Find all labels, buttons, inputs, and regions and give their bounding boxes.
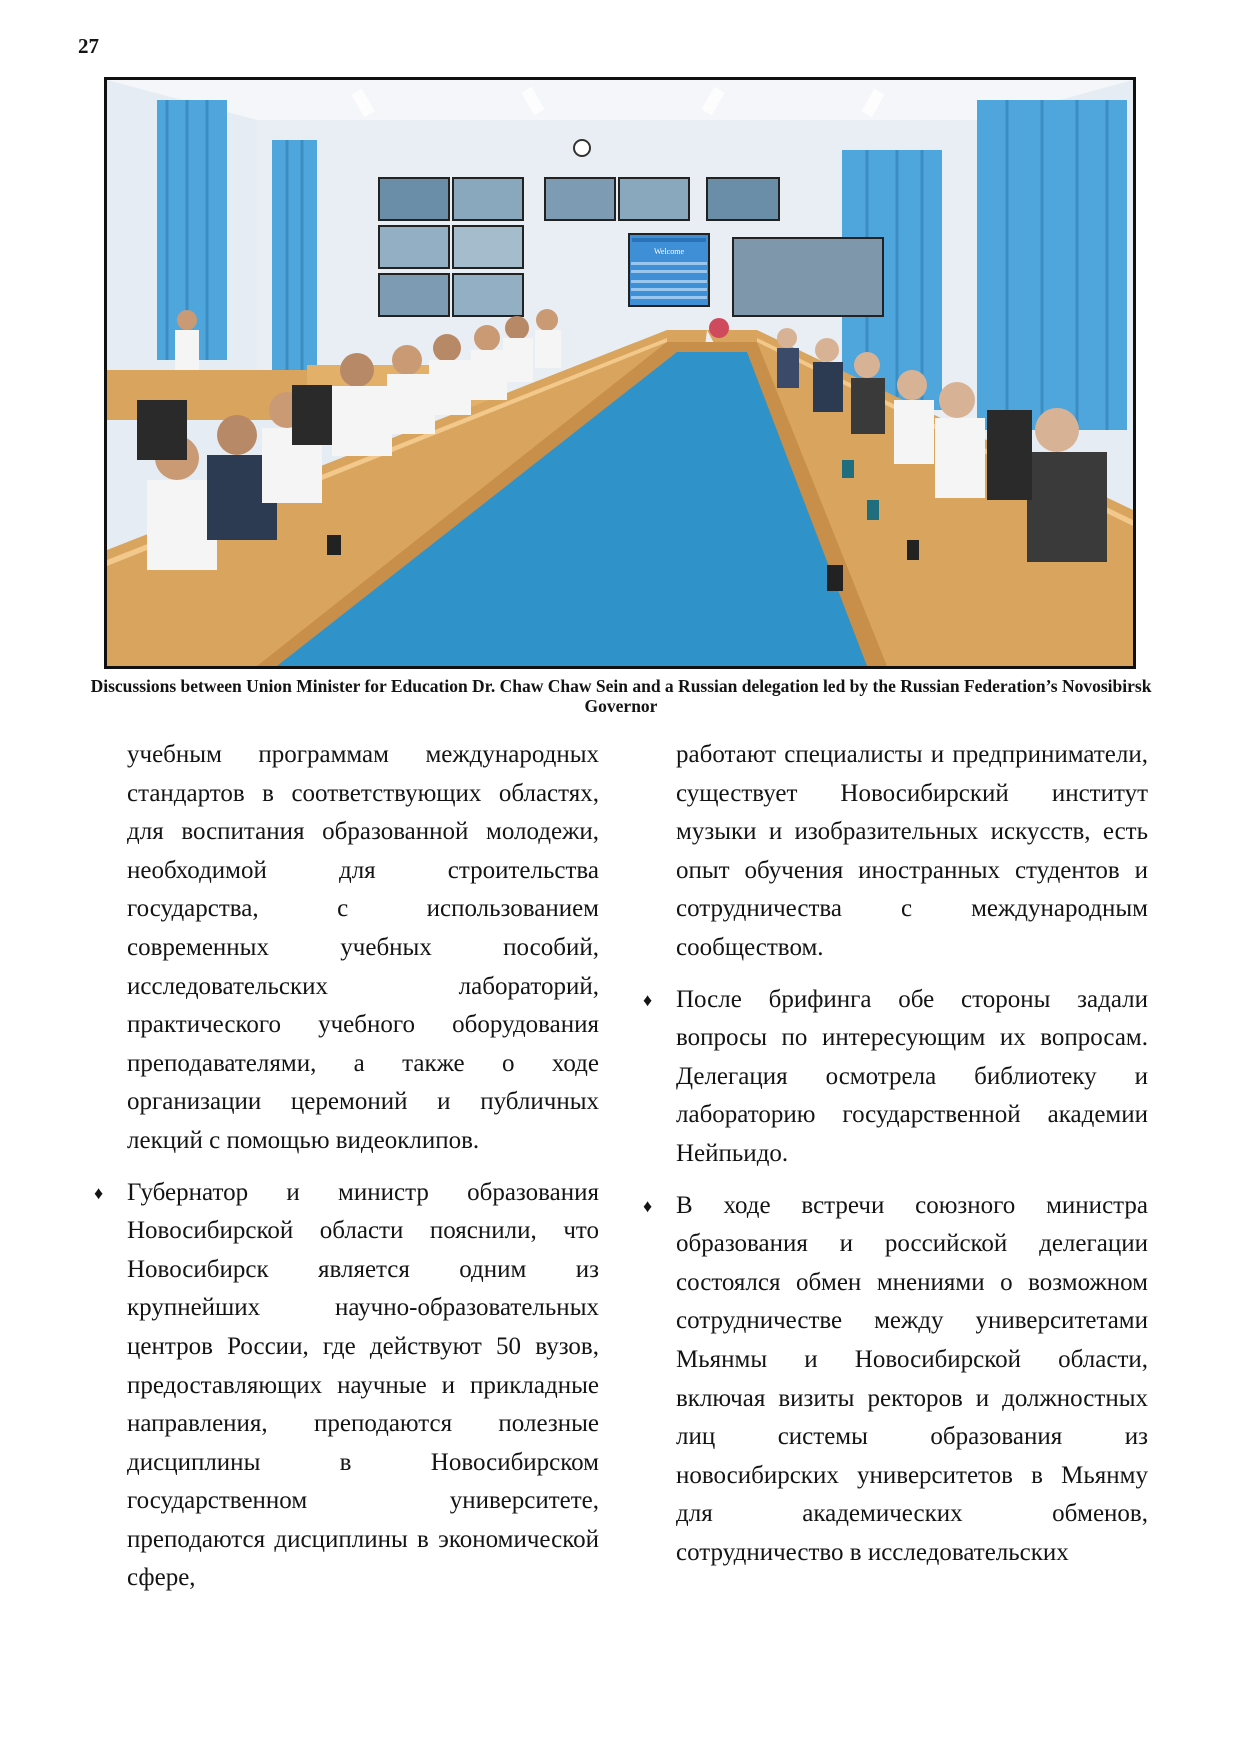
paragraph-text: В ходе встречи союзного министра образования и российской делегации состоялся обмен мнениями о возможном сотрудничестве между университетами Мьянмы и Новосибирской области, включая визиты ректоров и должностных лиц системы образования из новосибирских университетов в Мьянму для академических обменов, сотрудничество в исследовательских — [676, 1191, 1148, 1566]
meeting-photo — [104, 77, 1136, 669]
page-number: 27 — [78, 34, 99, 58]
bullet-paragraph — [643, 1187, 1148, 1573]
paragraph-text: После брифинга обе стороны задали вопросы по интересующим их вопросам. Делегация осмотрела библиотеку и лабораторию государственной академии Нейпьидо. — [676, 985, 1148, 1167]
bullet-paragraph — [94, 1174, 599, 1599]
paragraph-text: Губернатор и министр образования Новосибирской области пояснили, что Новосибирск является одним из крупнейших научно-образовательных центров России, где действуют 50 вузов, предоставляющих научные и прикладные направления, преподаются полезные дисциплины в Новосибирском государственном университете, преподаются дисциплины в экономической сфере, — [127, 1178, 599, 1592]
diamond-bullet-icon: ♦ — [94, 1182, 104, 1203]
paragraph — [127, 736, 599, 1161]
meeting-room-illustration — [107, 80, 1133, 666]
text-column-right — [643, 736, 1148, 1585]
text-column-left — [94, 736, 599, 1611]
diamond-bullet-icon: ♦ — [643, 989, 653, 1010]
bullet-paragraph — [643, 981, 1148, 1174]
paragraph-text: работают специалисты и предприниматели, существует Новосибирский институт музыки и изобразительных искусств, есть опыт обучения иностранных студентов и сотрудничества с международным сообществом. — [676, 741, 1148, 961]
paragraph-text: учебным программам международных стандартов в соответствующих областях, для воспитания образованной молодежи, необходимой для строительства государства, с использованием современных учебных пособий, исследовательских лабораторий, практического учебного оборудования преподавателями, а также о ходе организации церемоний и публичных лекций с помощью видеоклипов. — [127, 741, 599, 1154]
paragraph — [676, 736, 1148, 968]
diamond-bullet-icon: ♦ — [643, 1195, 653, 1216]
screen-heading: Welcome — [653, 247, 685, 256]
photo-caption: Discussions between Union Minister for Education Dr. Chaw Chaw Sein and a Russian delegation led by the Russian Federation’s Novosibirsk Governor — [90, 676, 1152, 716]
